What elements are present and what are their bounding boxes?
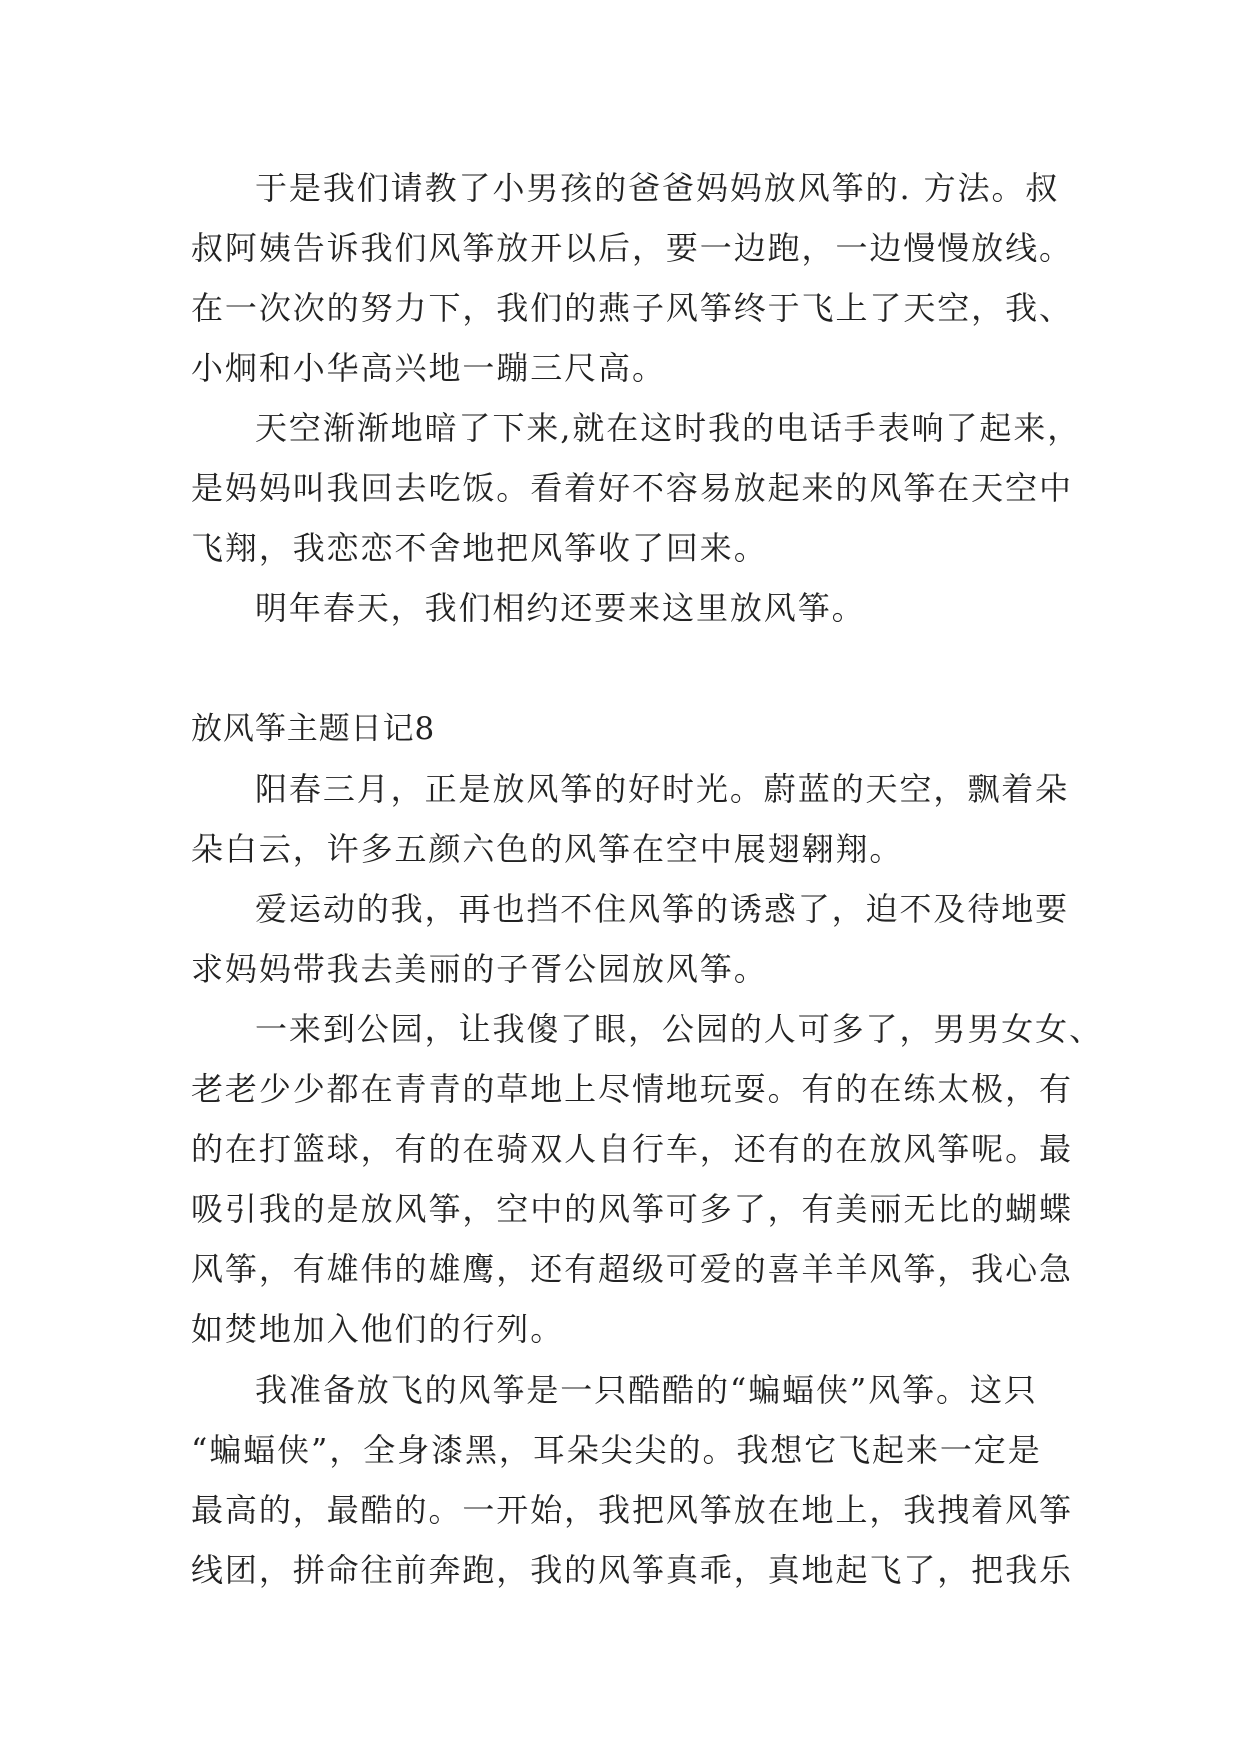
paragraph-line: 风筝，有雄伟的雄鹰，还有超级可爱的喜羊羊风筝，我心急 bbox=[191, 1250, 1073, 1288]
paragraph-line: 的在打篮球，有的在骑双人自行车，还有的在放风筝呢。最 bbox=[191, 1130, 1073, 1168]
paragraph-line: 在一次次的努力下，我们的燕子风筝终于飞上了天空，我、 bbox=[191, 289, 1073, 327]
paragraph-line: 小炯和小华高兴地一蹦三尺高。 bbox=[191, 349, 666, 387]
paragraph-line: 吸引我的是放风筝，空中的风筝可多了，有美丽无比的蝴蝶 bbox=[191, 1190, 1073, 1228]
paragraph-line: 最高的，最酷的。一开始，我把风筝放在地上，我拽着风筝 bbox=[191, 1491, 1073, 1529]
paragraph-line: 是妈妈叫我回去吃饭。看着好不容易放起来的风筝在天空中 bbox=[191, 469, 1073, 507]
paragraph-line: 飞翔，我恋恋不舍地把风筝收了回来。 bbox=[191, 529, 768, 567]
paragraph-line: “蝙蝠侠”，全身漆黑，耳朵尖尖的。我想它飞起来一定是 bbox=[191, 1431, 1042, 1469]
paragraph-line: 朵白云，许多五颜六色的风筝在空中展翅翱翔。 bbox=[191, 830, 904, 868]
paragraph-line: 叔阿姨告诉我们风筝放开以后，要一边跑，一边慢慢放线。 bbox=[191, 229, 1073, 267]
paragraph-line: 一来到公园，让我傻了眼，公园的人可多了，男男女女、 bbox=[255, 1010, 1104, 1048]
paragraph-line: 我准备放飞的风筝是一只酷酷的“蝙蝠侠”风筝。这只 bbox=[255, 1371, 1038, 1409]
paragraph-line: 老老少少都在青青的草地上尽情地玩耍。有的在练太极，有 bbox=[191, 1070, 1073, 1108]
paragraph-line: 阳春三月，正是放风筝的好时光。蔚蓝的天空，飘着朵 bbox=[255, 770, 1070, 808]
paragraph-line: 于是我们请教了小男孩的爸爸妈妈放风筝的. 方法。叔 bbox=[255, 169, 1060, 207]
paragraph-line: 求妈妈带我去美丽的子胥公园放风筝。 bbox=[191, 950, 768, 988]
paragraph-line: 天空渐渐地暗了下来,就在这时我的电话手表响了起来， bbox=[255, 409, 1082, 447]
paragraph-line: 线团，拼命往前奔跑，我的风筝真乖，真地起飞了，把我乐 bbox=[191, 1551, 1073, 1589]
paragraph-line: 爱运动的我，再也挡不住风筝的诱惑了，迫不及待地要 bbox=[255, 890, 1070, 928]
section-title: 放风筝主题日记8 bbox=[191, 711, 436, 747]
paragraph-line: 如焚地加入他们的行列。 bbox=[191, 1310, 565, 1348]
paragraph-line: 明年春天，我们相约还要来这里放风筝。 bbox=[255, 589, 866, 627]
